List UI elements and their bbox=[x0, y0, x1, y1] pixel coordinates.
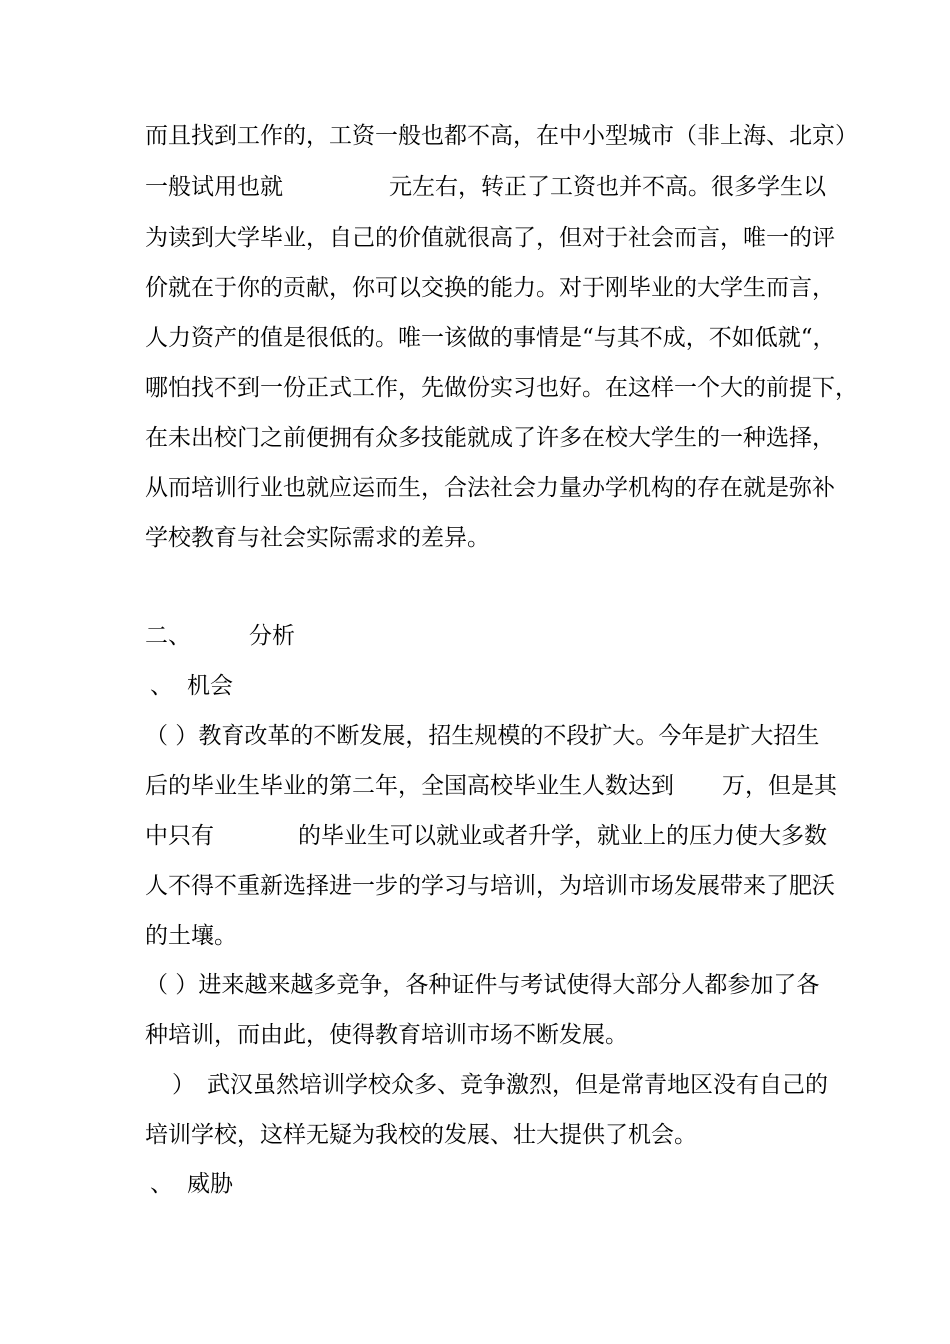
list-item-line: 的土壤。 bbox=[145, 923, 237, 949]
subheading-title: 机会 bbox=[187, 673, 233, 699]
list-marker: ） bbox=[172, 1072, 195, 1098]
subheading-title: 威胁 bbox=[187, 1171, 233, 1197]
paragraph-line: 在未出校门之前便拥有众多技能就成了许多在校大学生的一种选择， bbox=[145, 425, 835, 451]
list-item-line: 种培训，而由此，使得教育培训市场不断发展。 bbox=[145, 1022, 628, 1048]
list-item-line: 培训学校，这样无疑为我校的发展、壮大提供了机会。 bbox=[145, 1122, 697, 1148]
section-number: 二、 bbox=[145, 623, 191, 649]
list-text: 进来越来越多竞争，各种证件与考试使得大部分人都参加了各 bbox=[198, 972, 820, 998]
paragraph-line: 而且找到工作的，工资一般也都不高，在中小型城市（非上海、北京） bbox=[145, 123, 858, 149]
list-item-line bbox=[145, 971, 819, 999]
list-text: 后的毕业生毕业的第二年，全国高校毕业生人数达到 bbox=[145, 773, 674, 799]
paragraph-line: 人力资产的值是很低的。唯一该做的事情是“与其不成，不如低就“， bbox=[145, 325, 836, 351]
subheading-marker: 、 bbox=[150, 673, 173, 699]
list-item-line bbox=[172, 1071, 828, 1099]
list-item-line bbox=[145, 822, 827, 850]
paragraph-line: 从而培训行业也就应运而生，合法社会力量办学机构的存在就是弥补 bbox=[145, 475, 835, 501]
list-marker: （ ） bbox=[145, 723, 199, 749]
list-item-line bbox=[145, 722, 819, 750]
paragraph-text: 元左右，转正了工资也并不高。很多学生以 bbox=[389, 174, 826, 200]
list-item-line: 人不得不重新选择进一步的学习与培训，为培训市场发展带来了肥沃 bbox=[145, 873, 835, 899]
subheading-threat bbox=[150, 1170, 233, 1198]
paragraph-line bbox=[145, 173, 826, 201]
section-title: 分析 bbox=[249, 623, 295, 649]
paragraph-line: 哪怕找不到一份正式工作，先做份实习也好。在这样一个大的前提下， bbox=[145, 375, 858, 401]
paragraph-line: 学校教育与社会实际需求的差异。 bbox=[145, 525, 490, 551]
paragraph-line: 价就在于你的贡献，你可以交换的能力。对于刚毕业的大学生而言， bbox=[145, 275, 835, 301]
list-marker: （ ） bbox=[145, 972, 199, 998]
paragraph-line: 为读到大学毕业，自己的价值就很高了，但对于社会而言，唯一的评 bbox=[145, 225, 835, 251]
section-heading bbox=[145, 622, 295, 650]
list-text: 中只有 bbox=[145, 823, 214, 849]
list-text: 武汉虽然培训学校众多、竞争激烈，但是常青地区没有自己的 bbox=[207, 1072, 828, 1098]
list-text: 的毕业生可以就业或者升学，就业上的压力使大多数 bbox=[298, 823, 827, 849]
subheading-opportunity bbox=[150, 672, 233, 700]
paragraph-text: 一般试用也就 bbox=[145, 174, 283, 200]
list-text: 教育改革的不断发展，招生规模的不段扩大。今年是扩大招生 bbox=[198, 723, 820, 749]
subheading-marker: 、 bbox=[150, 1171, 173, 1197]
list-item-line bbox=[145, 772, 837, 800]
list-text: 万，但是其 bbox=[722, 773, 837, 799]
